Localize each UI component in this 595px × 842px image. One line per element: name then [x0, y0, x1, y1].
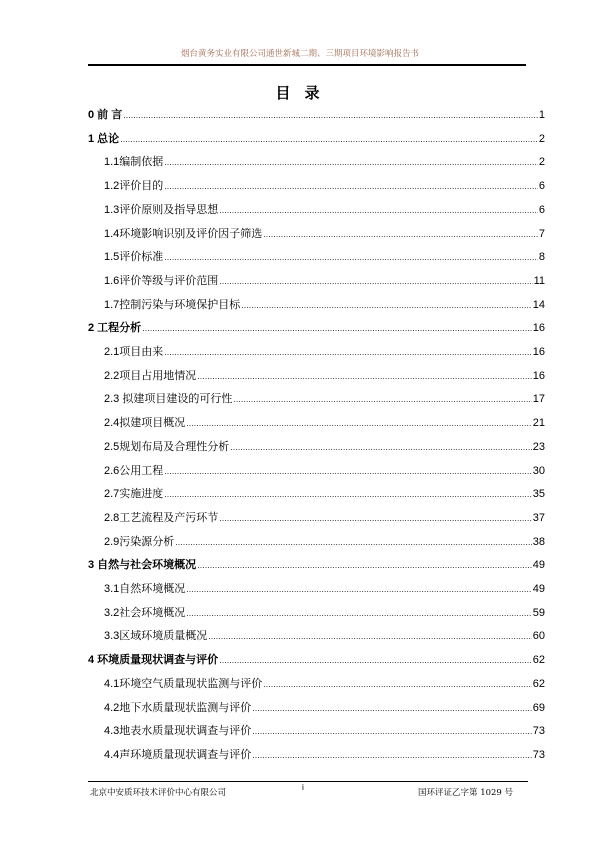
- toc-entry-label: 4.1环境空气质量现状监测与评价: [104, 677, 263, 690]
- toc-dot-leader: [164, 487, 531, 501]
- toc-entry-page: 49: [532, 583, 545, 595]
- toc-entry[interactable]: [104, 464, 545, 478]
- toc-entry-label: 2.4拟建项目概况: [104, 417, 186, 430]
- toc-entry[interactable]: [104, 701, 545, 715]
- toc-dot-leader: [219, 511, 531, 525]
- toc-entry-label: 1.4环境影响识别及评价因子筛选: [104, 227, 263, 240]
- footer-company: 北京中安质环技术评价中心有限公司: [90, 788, 227, 798]
- header-rule: [88, 64, 526, 66]
- toc-entry-page: 8: [538, 251, 545, 264]
- toc-entry-label: 1.7控制污染与环境保护目标: [104, 298, 241, 311]
- toc-entry-label: 4.2地下水质量现状监测与评价: [104, 701, 252, 714]
- toc-entry-label: 2.7实施进度: [104, 488, 164, 501]
- toc-entry-label: 1.5评价标准: [104, 251, 164, 264]
- toc-entry-label: 1.2评价目的: [104, 180, 164, 193]
- toc-dot-leader: [219, 653, 532, 667]
- toc-entry[interactable]: [104, 274, 545, 288]
- toc-entry-label: 3.1自然环境概况: [104, 583, 186, 595]
- toc-title: 目录: [275, 84, 334, 102]
- toc-entry-label: 3.2社会环境概况: [104, 606, 186, 619]
- toc-entry-label: 2.6公用工程: [104, 464, 164, 477]
- toc-entry-page: 49: [532, 559, 545, 572]
- toc-entry-label: 2 工程分析: [88, 322, 142, 335]
- toc-entry-page: 7: [538, 227, 545, 240]
- toc-entry[interactable]: [104, 298, 545, 312]
- toc-dot-leader: [186, 416, 531, 430]
- toc-entry-label: 1.3评价原则及指导思想: [104, 203, 219, 216]
- toc-entry-page: 62: [532, 654, 545, 667]
- toc-entry-label: 2.1项目由来: [104, 346, 164, 358]
- toc-entry-page: 38: [532, 535, 545, 548]
- toc-entry-page: 35: [532, 488, 545, 501]
- page-number: i: [302, 782, 304, 792]
- toc-entry-page: 62: [532, 677, 545, 690]
- toc-entry[interactable]: [104, 582, 545, 596]
- toc-entry-label: 2.3 拟建项目建设的可行性: [104, 393, 233, 406]
- toc-dot-leader: [175, 535, 531, 549]
- toc-entry-page: 73: [532, 725, 545, 738]
- toc-dot-leader: [197, 369, 531, 383]
- toc-entry-page: 6: [538, 203, 545, 216]
- toc-dot-leader: [197, 558, 532, 572]
- toc-entry-label: 2.2项目占用地情况: [104, 369, 197, 382]
- toc-entry[interactable]: [88, 108, 545, 122]
- toc-entry-label: 2.9污染源分析: [104, 535, 175, 548]
- toc-entry[interactable]: [88, 558, 545, 572]
- toc-entry[interactable]: [104, 511, 545, 525]
- toc-entry-label: 4 环境质量现状调查与评价: [88, 654, 219, 667]
- toc-entry[interactable]: [104, 629, 545, 643]
- toc-entry-page: 14: [532, 298, 545, 311]
- toc-entry-page: 1: [538, 109, 545, 121]
- toc-entry[interactable]: [104, 677, 545, 691]
- toc-entry[interactable]: [104, 155, 545, 169]
- toc-entry[interactable]: [104, 724, 545, 738]
- toc-entry[interactable]: [104, 179, 545, 193]
- toc-dot-leader: [252, 724, 531, 738]
- toc-entry[interactable]: [104, 345, 545, 359]
- toc-dot-leader: [252, 701, 531, 715]
- toc-entry[interactable]: [88, 653, 545, 667]
- toc-entry[interactable]: [104, 748, 545, 762]
- toc-entry-label: 2.5规划布局及合理性分析: [104, 440, 230, 453]
- toc-entry[interactable]: [104, 487, 545, 501]
- toc-entry[interactable]: [104, 369, 545, 383]
- toc-entry-label: 4.3地表水质量现状调查与评价: [104, 725, 252, 738]
- running-header: 烟台黄务实业有限公司通世新城二期、三期项目环境影响报告书: [180, 49, 419, 59]
- toc-dot-leader: [263, 677, 531, 691]
- toc-dot-leader: [230, 440, 531, 454]
- toc-dot-leader: [164, 250, 538, 264]
- toc-entry-label: 4.4声环境质量现状调查与评价: [104, 748, 252, 761]
- toc-dot-leader: [164, 179, 538, 193]
- toc-entry-page: 2: [538, 132, 545, 145]
- toc-entry-label: 0 前 言: [88, 109, 123, 121]
- toc-dot-leader: [219, 203, 538, 217]
- toc-entry[interactable]: [88, 321, 545, 335]
- toc-entry[interactable]: [104, 440, 545, 454]
- toc-entry-page: 17: [532, 393, 545, 406]
- toc-dot-leader: [208, 629, 531, 643]
- toc-dot-leader: [241, 298, 531, 312]
- toc-entry-page: 6: [538, 180, 545, 193]
- toc-entry-page: 73: [532, 748, 545, 761]
- toc-dot-leader: [164, 464, 531, 478]
- toc-entry-page: 37: [532, 511, 545, 524]
- toc-entry-label: 1 总论: [88, 132, 120, 145]
- toc-entry[interactable]: [104, 227, 545, 241]
- toc-dot-leader: [186, 606, 531, 620]
- toc-entry-label: 1.1编制依据: [104, 156, 164, 169]
- toc-entry[interactable]: [104, 392, 545, 406]
- toc-dot-leader: [123, 108, 538, 122]
- toc-entry-label: 3.3区域环境质量概况: [104, 630, 208, 643]
- toc-dot-leader: [164, 345, 531, 359]
- toc-entry-page: 16: [532, 322, 545, 335]
- toc-dot-leader: [164, 155, 538, 169]
- toc-entry-page: 16: [532, 369, 545, 382]
- toc-entry-page: 23: [532, 440, 545, 453]
- toc-entry[interactable]: [104, 535, 545, 549]
- footer-certificate: 国环评证乙字第 1029 号: [418, 788, 514, 798]
- toc-dot-leader: [263, 227, 538, 241]
- toc-dot-leader: [142, 321, 532, 335]
- toc-entry-page: 69: [532, 701, 545, 714]
- toc-dot-leader: [120, 132, 538, 146]
- toc-entry[interactable]: [104, 203, 545, 217]
- toc-entry[interactable]: [88, 132, 545, 146]
- toc-entry-page: 2: [538, 156, 545, 169]
- toc-entry[interactable]: [104, 416, 545, 430]
- toc-entry-label: 2.8工艺流程及产污环节: [104, 511, 219, 524]
- toc-entry[interactable]: [104, 606, 545, 620]
- toc-entry-page: 11: [533, 274, 545, 287]
- toc-entry-page: 60: [532, 630, 545, 643]
- toc-entry-page: 21: [532, 417, 545, 430]
- toc-entry-page: 16: [532, 346, 545, 358]
- toc-entry-label: 3 自然与社会环境概况: [88, 559, 197, 572]
- toc-dot-leader: [186, 582, 531, 596]
- toc-entry[interactable]: [104, 250, 545, 264]
- toc-dot-leader: [233, 392, 531, 406]
- footer-rule: [88, 781, 528, 782]
- toc-entry-page: 30: [532, 464, 545, 477]
- toc-entry-label: 1.6评价等级与评价范围: [104, 274, 219, 287]
- toc-dot-leader: [219, 274, 532, 288]
- toc-entry-page: 59: [532, 606, 545, 619]
- toc-dot-leader: [252, 748, 531, 762]
